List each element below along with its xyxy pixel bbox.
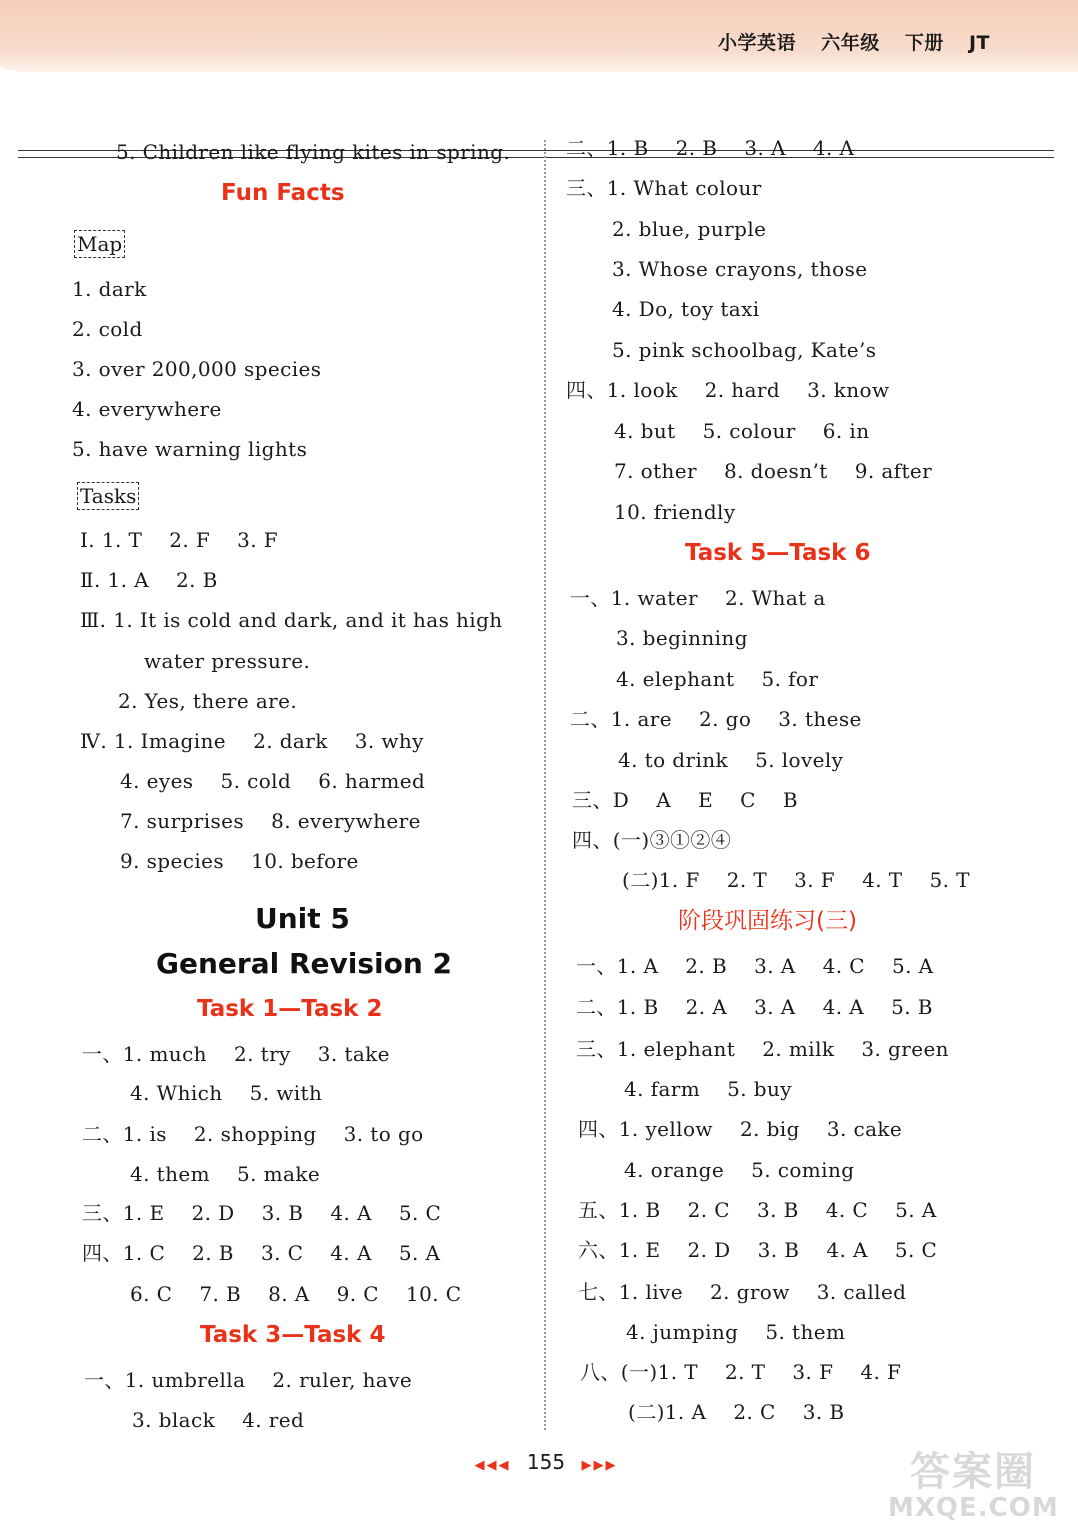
tasks-line: Ⅲ. 1. It is cold and dark, and it has high — [80, 608, 503, 632]
map-item: 3. over 200,000 species — [72, 357, 322, 381]
carry-over-line: 5. Children like flying kites in spring. — [116, 140, 511, 164]
task-5-6-line: (二)1. F 2. T 3. F 4. T 5. T — [622, 868, 970, 892]
tasks-line: 9. species 10. before — [120, 849, 359, 873]
task-5-6-line: 3. beginning — [616, 626, 748, 650]
task-1-2-line: 三、1. E 2. D 3. B 4. A 5. C — [82, 1201, 442, 1225]
review-line: 八、(一)1. T 2. T 3. F 4. F — [580, 1360, 902, 1384]
review-line: 五、1. B 2. C 3. B 4. C 5. A — [578, 1198, 937, 1222]
watermark-line1: 答案圈 — [910, 1449, 1036, 1495]
header-grade: 六年级 — [821, 32, 880, 54]
answer-line: 7. other 8. doesn’t 9. after — [614, 459, 933, 483]
column-divider — [544, 140, 546, 1430]
task-1-2-line: 4. Which 5. with — [130, 1081, 323, 1105]
header-edition: JT — [968, 32, 990, 54]
page-number: 155 — [526, 1450, 566, 1474]
review-heading: 阶段巩固练习(三) — [678, 908, 857, 934]
map-item: 1. dark — [72, 277, 147, 301]
tasks-label: Tasks — [77, 482, 139, 510]
unit-subtitle: General Revision 2 — [156, 947, 453, 980]
task-5-6-line: 4. to drink 5. lovely — [618, 748, 844, 772]
task-1-2-heading: Task 1—Task 2 — [197, 996, 383, 1022]
left-arrows-icon: ◀◀◀ — [474, 1458, 511, 1473]
task-3-4-line: 3. black 4. red — [132, 1408, 305, 1432]
map-item: 4. everywhere — [72, 397, 222, 421]
answer-line: 3. Whose crayons, those — [612, 257, 868, 281]
answer-line: 四、1. look 2. hard 3. know — [566, 378, 890, 402]
answer-line: 三、1. What colour — [566, 176, 762, 200]
review-line: 一、1. A 2. B 3. A 4. C 5. A — [576, 954, 934, 978]
unit-title: Unit 5 — [255, 902, 350, 935]
tasks-line: Ⅱ. 1. A 2. B — [80, 568, 218, 592]
page-footer — [466, 1450, 626, 1474]
map-item: 5. have warning lights — [72, 437, 308, 461]
task-5-6-line: 一、1. water 2. What a — [570, 586, 826, 610]
answer-line: 5. pink schoolbag, Kate’s — [612, 338, 877, 362]
tasks-line: 4. eyes 5. cold 6. harmed — [120, 769, 426, 793]
watermark-line2: MXQE.COM — [888, 1493, 1059, 1523]
review-line: 三、1. elephant 2. milk 3. green — [576, 1037, 949, 1061]
book-header — [718, 28, 990, 55]
task-5-6-line: 三、D A E C B — [572, 788, 798, 812]
review-line: 二、1. B 2. A 3. A 4. A 5. B — [576, 995, 933, 1019]
tasks-line: water pressure. — [144, 649, 311, 673]
task-5-6-line: 二、1. are 2. go 3. these — [570, 707, 862, 731]
header-term: 下册 — [904, 32, 944, 54]
task-5-6-line: 四、(一)③①②④ — [572, 828, 732, 852]
answer-line: 10. friendly — [614, 500, 736, 524]
answer-line: 2. blue, purple — [612, 217, 767, 241]
watermark-logo — [888, 1440, 1058, 1530]
map-item: 2. cold — [72, 317, 143, 341]
task-1-2-line: 一、1. much 2. try 3. take — [82, 1042, 390, 1066]
task-1-2-line: 二、1. is 2. shopping 3. to go — [82, 1122, 424, 1146]
task-1-2-line: 4. them 5. make — [130, 1162, 321, 1186]
review-line: (二)1. A 2. C 3. B — [628, 1400, 845, 1424]
task-3-4-line: 一、1. umbrella 2. ruler, have — [84, 1368, 413, 1392]
task-5-6-line: 4. elephant 5. for — [616, 667, 819, 691]
task-1-2-line: 四、1. C 2. B 3. C 4. A 5. A — [82, 1241, 441, 1265]
review-line: 六、1. E 2. D 3. B 4. A 5. C — [578, 1238, 938, 1262]
answer-line: 二、1. B 2. B 3. A 4. A — [566, 136, 855, 160]
tasks-line: Ⅰ. 1. T 2. F 3. F — [80, 528, 279, 552]
answer-line: 4. but 5. colour 6. in — [614, 419, 870, 443]
tasks-line: 2. Yes, there are. — [118, 689, 298, 713]
task-3-4-heading: Task 3—Task 4 — [200, 1322, 386, 1348]
tasks-line: Ⅳ. 1. Imagine 2. dark 3. why — [80, 729, 424, 753]
fun-facts-heading: Fun Facts — [221, 180, 345, 206]
review-line: 七、1. live 2. grow 3. called — [578, 1280, 907, 1304]
header-subject: 小学英语 — [718, 32, 797, 54]
review-line: 四、1. yellow 2. big 3. cake — [578, 1117, 903, 1141]
task-5-6-heading: Task 5—Task 6 — [685, 540, 871, 566]
tasks-line: 7. surprises 8. everywhere — [120, 809, 421, 833]
right-arrows-icon: ▶▶▶ — [581, 1458, 618, 1473]
review-line: 4. jumping 5. them — [626, 1320, 846, 1344]
review-line: 4. orange 5. coming — [624, 1158, 855, 1182]
answer-line: 4. Do, toy taxi — [612, 297, 760, 321]
task-1-2-line: 6. C 7. B 8. A 9. C 10. C — [130, 1282, 462, 1306]
map-label: Map — [74, 230, 125, 258]
review-line: 4. farm 5. buy — [624, 1077, 792, 1101]
